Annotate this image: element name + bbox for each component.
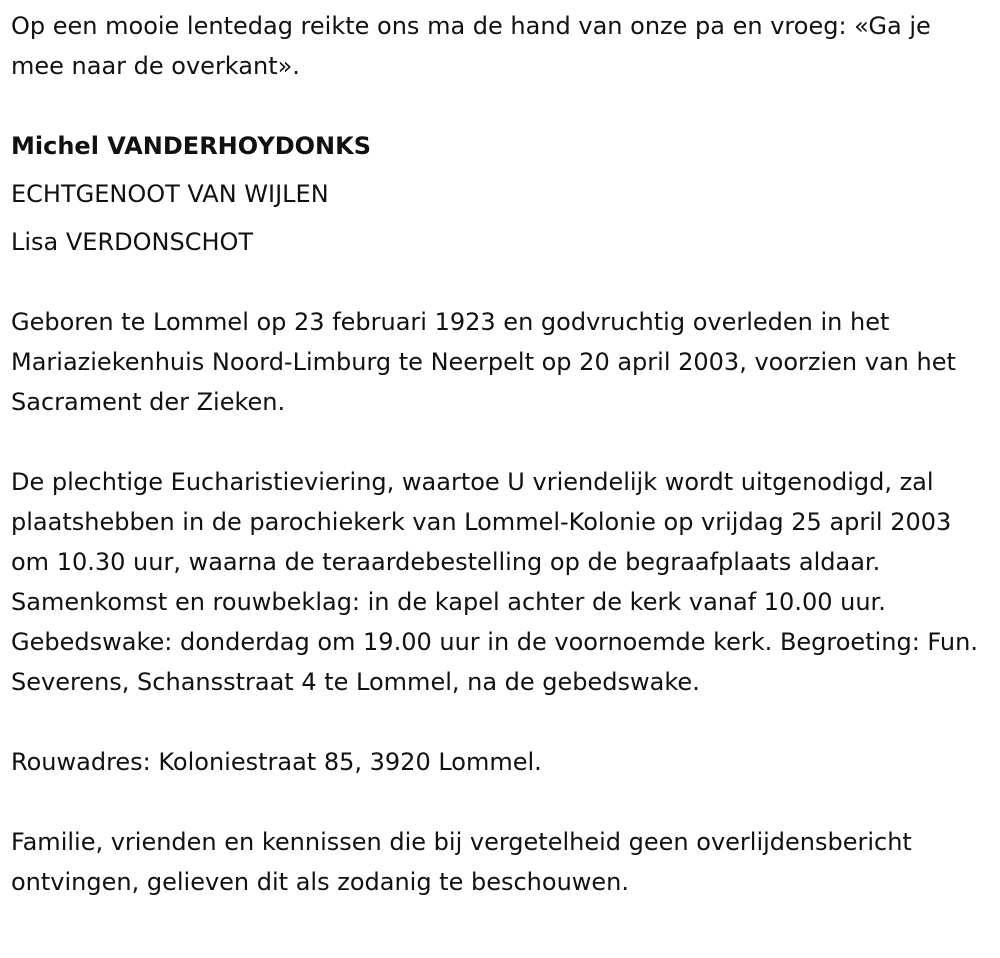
spacer [11,782,990,822]
address-text: Rouwadres: Koloniestraat 85, 3920 Lommel. [11,748,542,776]
spouse-name: Lisa VERDONSCHOT [11,228,254,256]
closing-text: Familie, vrienden en kennissen die bij vergetelheid geen overlijdensbericht ontvingen, gelieven dit als zodanig te beschouwen. [11,828,912,896]
service-text: De plechtige Eucharistieviering, waartoe U vriendelijk wordt uitgenodigd, zal plaatshebben in de parochiekerk van Lommel-Kolonie op vrijdag 25 april 2003 om 10.30 uur, waarna de teraardebestelling op de begraafplaats aldaar. Samenkomst en rouwbeklag: in de kapel achter de kerk vanaf 10.00 uur. Gebedswake: donderdag om 19.00 uur in de voornoemde kerk. Begroeting: Fun. Severens, Schansstraat 4 te Lommel, na de gebedswake. [11,468,978,696]
spacer [11,262,990,302]
intro-text: Op een mooie lentedag reikte ons ma de hand van onze pa en vroeg: «Ga je mee naar de overkant». [11,12,931,80]
spacer [11,86,990,126]
spacer [11,422,990,462]
birth-death-text: Geboren te Lommel op 23 februari 1923 en godvruchtig overleden in het Mariaziekenhuis Noord-Limburg te Neerpelt op 20 april 2003, voorzien van het Sacrament der Zieken. [11,308,956,416]
spacer [11,702,990,742]
relation-text: ECHTGENOOT VAN WIJLEN [11,180,329,208]
deceased-name: Michel VANDERHOYDONKS [11,132,371,160]
